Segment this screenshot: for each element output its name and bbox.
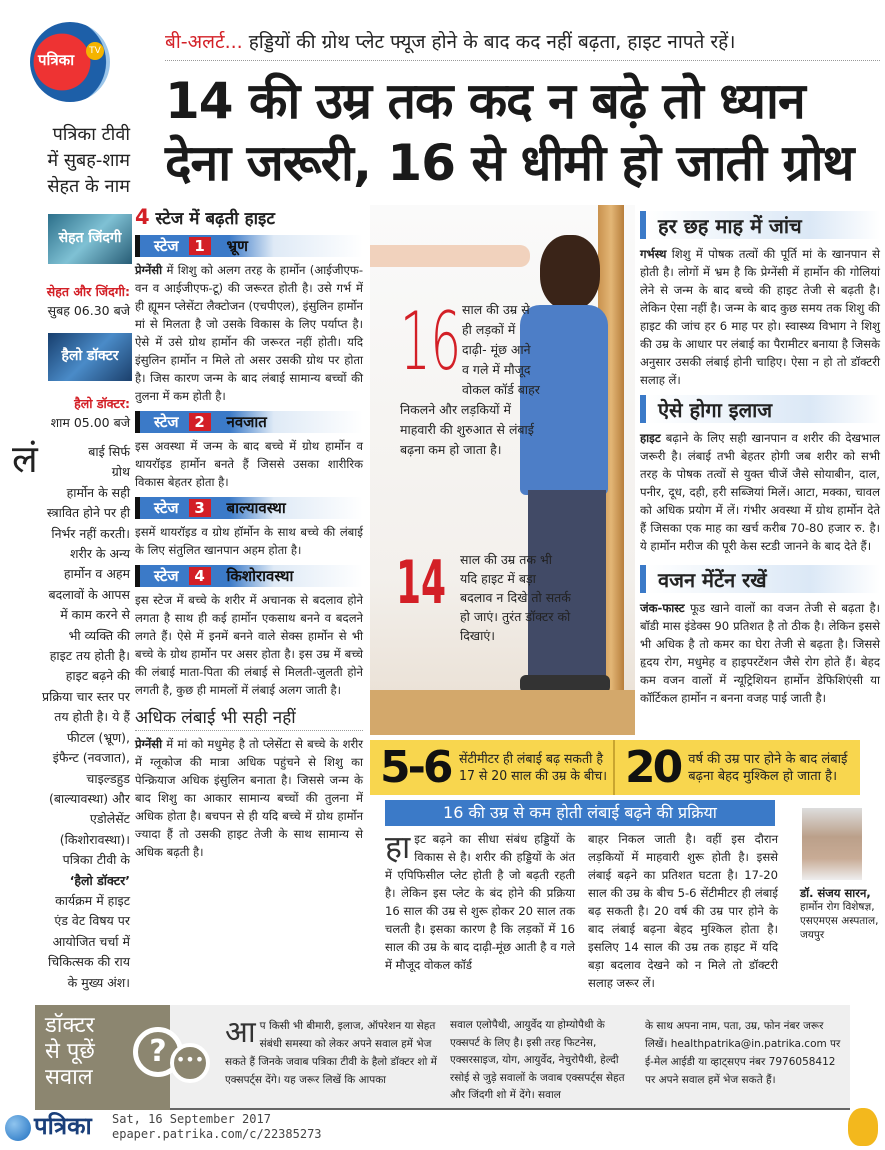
- question-bubble-icon: ?: [133, 1027, 183, 1077]
- stage-name: किशोरावस्था: [226, 567, 294, 585]
- intro-line: प्रक्रिया चार स्तर पर: [42, 688, 130, 704]
- facts-band: [370, 740, 860, 795]
- stage-4-header: [135, 565, 363, 587]
- intro-line: फीटल (भ्रूण),: [66, 729, 130, 745]
- fact16-number: 16: [400, 295, 462, 388]
- body: में शिशु को अलग तरह के हार्मोन (आईजीएफ-वन व आईजीएफ-टू) की जरूरत होती है। उसे गर्भ में ही ह्यूमन प्लेसेंटा लैक्टोजन (एचपीएल), इंसुलिन हार्मोन मां से मिलता है जो उसके विकास के लिए पर्याप्त है। ऐसे में उसे ग्रोथ हार्मोन की जरूरत नहीं होती। यदि इंसुलिन हार्मोन न मिले तो असर उसकी ग्रोथ पर होता है। जिस कारण जन्म के बाद लंबाई सामान्य बच्चों की तुलना में कम होती है।: [135, 263, 363, 403]
- intro-line: बदलावों के आपस: [48, 586, 130, 602]
- stage-name: भ्रूण: [226, 237, 248, 255]
- stages-title: [135, 205, 363, 229]
- intro-line: शरीर के अन्य: [70, 546, 130, 562]
- doctor-role: हार्मोन रोग विशेषज्ञ,: [800, 901, 875, 913]
- process-text-col2: बाहर निकल जाती है। वहीं इस दौरान लड़कियों में माहवारी शुरू होती है। इससे लंबाई बढ़ने का प्रतिशत घटता है। 17-20 साल की उम्र के बीच 5-6 सेंटीमीटर ही लंबाई बढ़ सकती है। 20 वर्ष की उम्र पार होने के बाद लंबाई बढ़ना बेहद मुश्किल होता है। इसलिए 14 साल की उम्र तक हाइट में यदि बड़ा बदलाव देखने को न मिले तो डॉक्टरी सलाह जरूर लें।: [588, 832, 778, 990]
- lead: हाइट: [640, 431, 661, 445]
- fact16-number-box: [400, 295, 462, 400]
- promo-line: पत्रिका टीवी: [52, 124, 130, 145]
- ask-text: के साथ अपना नाम, पता, उम्र, फोन नंबर जरूर लिखें। healthpatrika@in.patrika.com पर ई-मेल आईडी या व्हाट्सएप नंबर 7976058412 पर अपने सवाल हमें भेज सकते हैं।: [645, 1020, 841, 1086]
- intro-line: (बाल्यावस्था) और: [49, 790, 130, 806]
- band-number: 20: [625, 742, 681, 793]
- title-line: से पूछें: [45, 1039, 95, 1064]
- lead: गर्भस्थ: [640, 247, 667, 261]
- band-line: सेंटीमीटर ही लंबाई बढ़ सकती है: [458, 751, 603, 767]
- more-height-text: [135, 735, 363, 861]
- edition-date: Sat, 16 September 2017: [112, 1112, 271, 1126]
- intro-line: हार्मोन के सही: [66, 484, 130, 500]
- stage-text: [135, 261, 363, 405]
- title-line: सवाल: [45, 1065, 93, 1090]
- dropcap: हा: [385, 828, 411, 866]
- headline-line: देना जरूरी, 16 से धीमी हो जाती ग्रोथ: [165, 134, 854, 192]
- stage-label: स्टेज: [154, 237, 179, 255]
- sehat-zindagi-thumbnail[interactable]: सेहत जिंदगी: [48, 214, 132, 264]
- intro-line: हाइट तय होती है।: [49, 648, 130, 664]
- lead: प्रेग्नेंसी: [135, 263, 163, 277]
- intro-line: भी व्यक्ति की: [68, 627, 130, 643]
- dropcap: लं: [12, 437, 38, 481]
- stage-text: [135, 523, 363, 559]
- boy-height-photo: [370, 205, 635, 735]
- globe-icon: [5, 1115, 31, 1141]
- fact16: [400, 295, 540, 460]
- intro-line: के मुख्य अंश।: [67, 974, 130, 990]
- doctor-hospital: एसएमएस अस्पताल,: [800, 915, 879, 927]
- ask-text-body: प किसी भी बीमारी, इलाज, ऑपरेशन या सेहत संबंधी समस्या को लेकर अपने सवाल हमें भेज सकते हैं जिनके जवाब पत्रिका टीवी के हैलो डॉक्टर शो में एक्सपर्ट्स देंगे। यह जरूर लिखें कि आपका: [225, 1020, 437, 1086]
- stage-text: [135, 591, 363, 699]
- intro-line: कार्यक्रम में हाइट: [55, 892, 130, 908]
- process-text-col1: [385, 830, 575, 974]
- process-title-text: 16 की उम्र से कम होती लंबाई बढ़ने की प्रक्रिया: [443, 803, 717, 822]
- section-text: [640, 429, 880, 555]
- dropcap: आ: [225, 1015, 256, 1050]
- section-title: ऐसे होगा इलाज: [640, 395, 880, 423]
- intro-line: बाई सिर्फ: [88, 444, 130, 459]
- body: बढ़ाने के लिए सही खानपान व शरीर की देखभाल जरूरी है। लंबाई तभी बेहतर होगी जब शरीर को सभी तरह के पोषक तत्वों से युक्त चीजें जैसे सोयाबीन, दाल, पनीर, दूध, दही, हरी सब्जियां मिलें। आटा, मक्का, चावल को अधिक प्रयोग में लें। गंभीर अवस्था में ग्रोथ हार्मोन देते हैं जिसका एक माह का खर्च करीब 70-80 हजार रु. है। ये हार्मोन मरीज की पूरी केस स्टडी जानने के बाद देते हैं।: [640, 431, 880, 553]
- body: इस अवस्था में जन्म के बाद बच्चे में ग्रोथ हार्मोन व थायरॉइड हार्मोन बनते हैं जिससे उसका शारीरिक विकास बेहतर होता है।: [135, 439, 363, 489]
- body: में मां को मधुमेह है तो प्लेसेंटा से बच्चे के शरीर में ग्लूकोज की मात्रा अधिक पहुंचने से शिशु का पेन्क्रियाज अधिक इंसुलिन बनाता है। जिससे जन्म के बाद शिशु का आकार सामान्य बच्चों की तुलना में अधिक होता है। बचपन से ही यदि बच्चे में ग्रोथ हार्मोन ज्यादा हैं तो उसकी हाइट तेजी के साथ सामान्य से अधिक बढ़ती है।: [135, 737, 363, 859]
- intro-line: हार्मोन व अहम: [63, 566, 130, 582]
- doctor-info: [800, 886, 882, 942]
- body: इस स्टेज में बच्चे के शरीर में अचानक से बदलाव होने लगता है साथ ही कई हार्मोन एकसाथ बनने व बदलने लगते हैं। ऐसे में इनमें बनने वाले सेक्स हार्मोन से भी बच्चे के ग्रोथ हार्मोन पर असर होता है। इस उम्र में बच्चे की लंबाई माता-पिता की लंबाई से मिलती-जुलती होने लगती है, कुछ ही मामलों में लंबाई अलग जाती है।: [135, 593, 363, 697]
- band-line: वर्ष की उम्र पार होने के बाद लंबाई: [688, 751, 848, 767]
- process-title: [385, 800, 775, 826]
- intro-line: में काम करने से: [60, 607, 130, 623]
- stage-2-header: [135, 411, 363, 433]
- lead: प्रेग्नेंसी: [135, 737, 163, 751]
- right-column: [640, 205, 880, 711]
- patrika-tv-logo: [30, 22, 110, 102]
- epaper-link[interactable]: epaper.patrika.com/c/22385273: [112, 1127, 322, 1141]
- fact14-number-box: [396, 548, 452, 618]
- intro-line: एंड वेट विषय पर: [54, 913, 130, 929]
- intro-line: तय होती है। ये हैं: [54, 709, 130, 725]
- show-time: सुबह 06.30 बजे: [47, 303, 130, 318]
- logo-text: पत्रिका: [38, 51, 75, 69]
- intro-line: ‘हैलो डॉक्टर’: [69, 872, 130, 888]
- wooden-base: [370, 690, 635, 735]
- kicker-text: हड्डियों की ग्रोथ प्लेट फ्यूज होने के बाद कद नहीं बढ़ता, हाइट नापते रहें।: [242, 31, 736, 53]
- fact16-text: साल की उम्र से ही लड़कों में दाढ़ी- मूंछ आने व गले में मौजूद वोकल कॉर्ड बाहर निकलने और लड़कियों में माहवारी की शुरुआत से लंबाई बढ़ना कम हो जाता है।: [400, 302, 540, 457]
- intro-text: [10, 442, 130, 993]
- intro-line: चिकित्सक की राय: [47, 954, 130, 970]
- stage-label: स्टेज: [154, 499, 179, 517]
- headline-line: 14 की उम्र तक कद न बढ़े तो ध्यान: [165, 72, 805, 130]
- stages-title-text: स्टेज में बढ़ती हाइट: [149, 209, 275, 229]
- fact14-number: 14: [396, 548, 447, 618]
- band-fact: [615, 740, 860, 795]
- promo-text: [47, 122, 130, 200]
- stage-3-header: [135, 497, 363, 519]
- promo-line: सेहत के नाम: [47, 176, 130, 197]
- kicker: [165, 28, 880, 61]
- hello-doctor-thumbnail[interactable]: हैलो डॉक्टर: [48, 333, 132, 381]
- headline: [165, 70, 880, 194]
- process-text: इट बढ़ने का सीधा संबंध हड्डियों के विकास से है। शरीर की हड्डियों के अंत में एपिफिसील प्लेट होती है जो बढ़ती रहती है। लेकिन इस प्लेट के बंद होने की प्रक्रिया 16 साल की उम्र से शुरू होकर 20 साल तक चलती है। इसका कारण है कि लड़कों में 16 साल की उम्र के बाद दाढ़ी-मूंछ आती है व गले में मौजूद वोकल कॉर्ड: [385, 832, 575, 972]
- intro-line: आयोजित चर्चा में: [52, 933, 130, 949]
- section-text: [640, 599, 880, 707]
- section-title: वजन मेंटेंन रखें: [640, 565, 880, 593]
- chat-bubble-icon: •••: [170, 1043, 210, 1083]
- boy-head: [540, 235, 600, 310]
- stage-text: [135, 437, 363, 491]
- ask-text: [225, 1017, 440, 1089]
- show-name: सेहत और जिंदगी:: [46, 284, 130, 299]
- stage-label: स्टेज: [154, 567, 179, 585]
- more-height-title: अधिक लंबाई भी सही नहीं: [135, 705, 363, 731]
- stages-count: 4: [135, 205, 150, 229]
- body: शिशु में पोषक तत्वों की पूर्ति मां के खानपान से होती है। लोगों में भ्रम है कि प्रेग्नेंसी में हार्मोन की गोलियां लेने से जन्म के बाद बच्चे की हाइट तेजी से बढ़ती है। लेकिन ऐसा नहीं है। जन्म के बाद कुछ समय तक शिशु की हाइट की जांच हर 6 माह पर हो। स्वास्थ्य विभाग ने शिशु की उम्र के आधार पर लंबाई का पैरामीटर बनाया है जिसके अनुसार उसकी लंबाई होनी चाहिए। ऐसा न हो तो डॉक्टरी सलाह लें।: [640, 247, 880, 387]
- stage-label: स्टेज: [154, 413, 179, 431]
- body: इसमें थायरॉइड व ग्रोथ हॉर्मोन के साथ बच्चे की लंबाई के लिए संतुलित खानपान अहम होता है।: [135, 525, 363, 557]
- section-title: हर छह माह में जांच: [640, 211, 880, 239]
- doctor-name: डॉ. संजय सारन,: [800, 886, 871, 900]
- intro-line: चाइल्डहुड: [86, 770, 130, 786]
- fact14-text: साल की उम्र तक भी यदि हाइट में बड़ा बदलाव न दिखे तो सतर्क हो जाएं। तुरंत डॉक्टर को दिखाएं।: [460, 552, 571, 643]
- stage-number: 1: [189, 237, 211, 255]
- lead: जंक-फास्ट: [640, 601, 685, 615]
- intro-line: इंफैन्ट (नवजात),: [52, 750, 130, 766]
- stage-number: 4: [189, 567, 211, 585]
- show-time: शाम 05.00 बजे: [50, 415, 130, 430]
- body: फूड खाने वालों का वजन तेजी से बढ़ता है। बॉडी मास इंडेक्स 90 प्रतिशत है तो ठीक है। लेकिन इससे भी अधिक है तो कमर का घेरा तेजी से बढ़ता है। जिससे हृदय रोग, मधुमेह व हाइपरटेंशन जैसे रोग होते हैं। बेहद कम वजन वालों में न्यूट्रिशियन हार्मोन डेफिशिएंसी या कॉर्टिकल हार्मोन न बनना वजह पाई जाती है।: [640, 601, 880, 705]
- promo-line: में सुबह-शाम: [47, 150, 130, 171]
- intro-line: पत्रिका टीवी के: [62, 852, 130, 868]
- section-text: [640, 245, 880, 389]
- intro-line: निर्भर नहीं करती।: [51, 525, 130, 541]
- stage-1-header: [135, 235, 363, 257]
- stage-number: 2: [189, 413, 211, 431]
- intro-line: हाइट बढ़ने की: [65, 668, 130, 684]
- band-line: बढ़ना बेहद मुश्किल हो जाता है।: [688, 768, 838, 784]
- intro-line: (किशोरावस्था)।: [59, 831, 130, 847]
- ask-doctor-box: [35, 1005, 850, 1110]
- stage-name: बाल्यावस्था: [226, 499, 286, 517]
- footer-brand: पत्रिका: [34, 1112, 92, 1140]
- stage-number: 3: [189, 499, 211, 517]
- intro-line: एडोलेसेंट: [89, 811, 130, 827]
- doctor-city: जयपुर: [800, 929, 825, 941]
- intro-line: स्त्रावित होने पर ही: [46, 505, 130, 521]
- hand: [370, 245, 530, 267]
- show-name: हैलो डॉक्टर:: [74, 396, 130, 411]
- band-line: 17 से 20 साल की उम्र के बीच।: [458, 768, 607, 784]
- stage-name: नवजात: [226, 413, 267, 431]
- title-line: डॉक्टर: [45, 1013, 95, 1038]
- owl-mascot-icon[interactable]: [848, 1108, 878, 1146]
- band-number: 5-6: [380, 742, 451, 793]
- stages-column: [135, 205, 363, 861]
- tv-badge: TV: [86, 42, 104, 60]
- band-fact: [370, 740, 615, 795]
- doctor-photo: [802, 808, 862, 880]
- intro-line: ग्रोथ: [111, 464, 130, 480]
- ask-text: सवाल एलोपैथी, आयुर्वेद या होम्योपैथी के एक्सपर्ट के लिए है। इसी तरह फिटनेस, एक्सरसाइज, योग, आयुर्वेद, नेचुरोपैथी, हेल्दी रसोई से जुड़े सवालों के जवाब एक्सपर्ट्स सेहत और जिंदगी शो में देंगे। सवाल: [450, 1019, 625, 1101]
- kicker-label: बी-अलर्ट...: [165, 31, 243, 53]
